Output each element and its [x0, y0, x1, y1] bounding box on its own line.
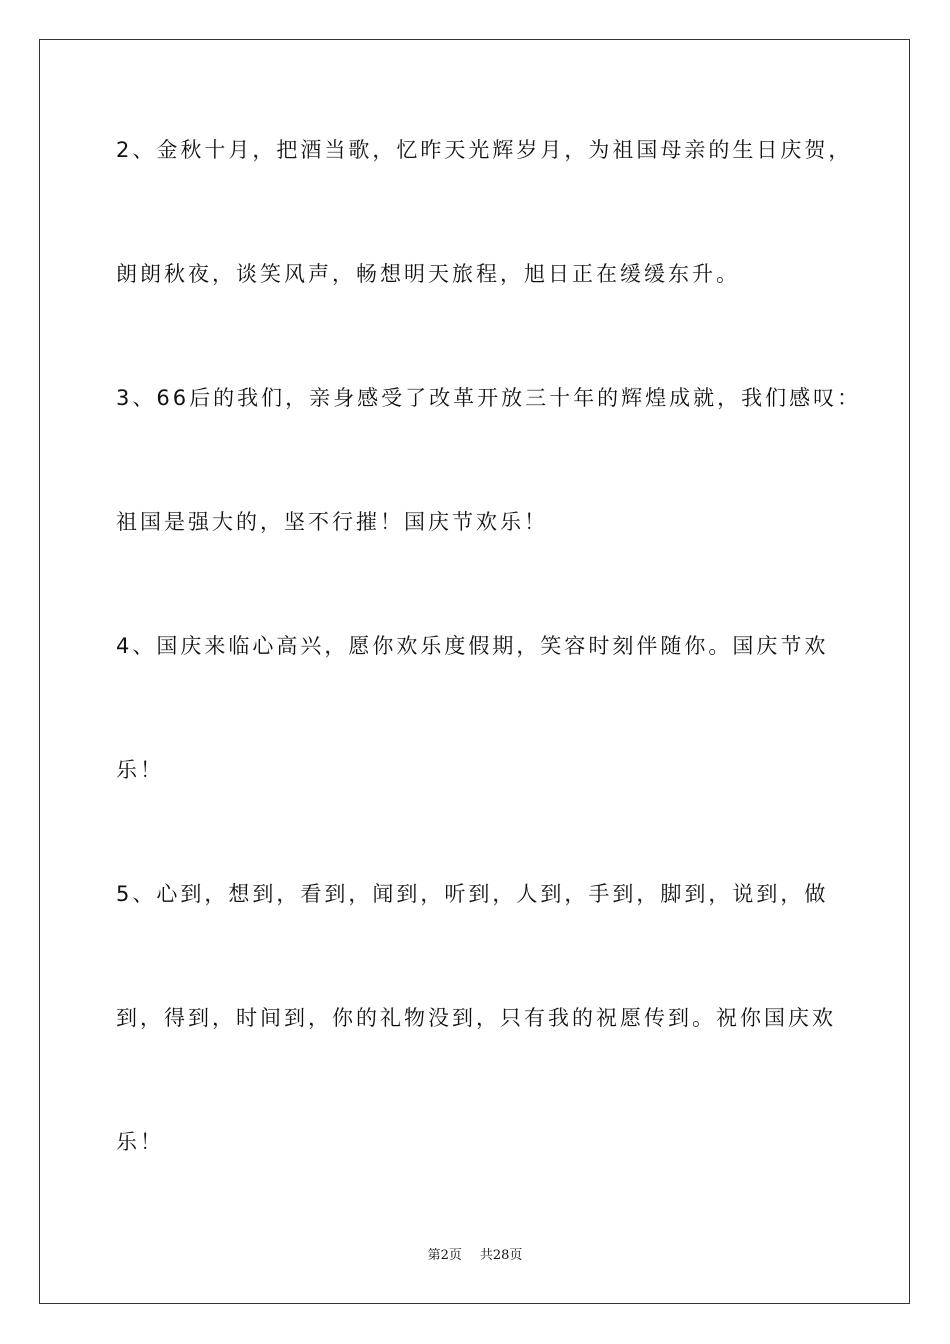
page-footer: [0, 1247, 950, 1265]
text-line: 祖国是强大的，坚不行摧！国庆节欢乐！: [116, 510, 548, 534]
text-line: 2、金秋十月，把酒当歌，忆昨天光辉岁月，为祖国母亲的生日庆贺，: [116, 138, 853, 162]
text-line: 乐！: [116, 1130, 164, 1154]
text-line: 朗朗秋夜，谈笑风声，畅想明天旅程，旭日正在缓缓东升。: [116, 262, 740, 286]
text-line: 5、心到，想到，看到，闻到，听到，人到，手到，脚到，说到，做: [116, 882, 829, 906]
text-line: 3、66后的我们，亲身感受了改革开放三十年的辉煌成就，我们感叹：: [116, 386, 862, 410]
page-border: [39, 39, 910, 1304]
text-line: 到，得到，时间到，你的礼物没到，只有我的祝愿传到。祝你国庆欢: [116, 1006, 836, 1030]
page-number-total: 共28页: [479, 1248, 523, 1263]
page-number-current: 第2页: [427, 1248, 462, 1263]
text-line: 乐！: [116, 758, 164, 782]
text-line: 4、国庆来临心高兴，愿你欢乐度假期，笑容时刻伴随你。国庆节欢: [116, 634, 829, 658]
